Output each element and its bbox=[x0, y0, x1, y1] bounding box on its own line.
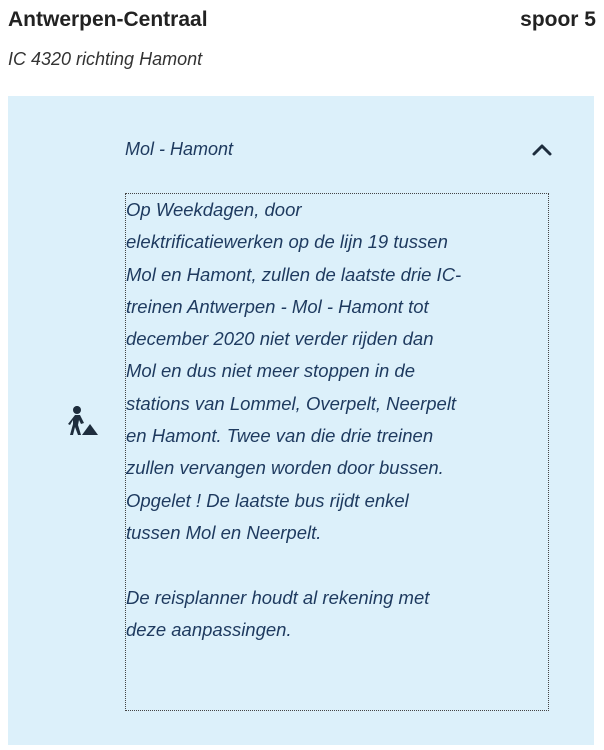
chevron-up-icon[interactable] bbox=[530, 138, 554, 162]
notice-line: stations van Lommel, Overpelt, Neerpelt bbox=[126, 392, 457, 414]
notice-title[interactable]: Mol - Hamont bbox=[125, 139, 234, 159]
header bbox=[8, 8, 596, 38]
roadworks-worker-icon bbox=[65, 404, 99, 438]
notice-line: Opgelet ! De laatste bus rijdt enkel bbox=[126, 489, 409, 511]
notice-line: en Hamont. Twee van die drie treinen bbox=[126, 425, 434, 447]
notice-line: elektrificatiewerken op de lijn 19 tussen bbox=[126, 231, 448, 253]
notice-body bbox=[125, 193, 549, 711]
notice-line: Mol en Hamont, zullen de laatste drie IC- bbox=[126, 263, 462, 285]
notice-line: deze aanpassingen. bbox=[126, 618, 292, 640]
blank-line bbox=[126, 549, 548, 581]
train-direction: IC 4320 richting Hamont bbox=[8, 49, 203, 69]
notice-line: december 2020 niet verder rijden dan bbox=[126, 328, 434, 350]
notice-line: zullen vervangen worden door bussen. bbox=[126, 457, 444, 479]
notice-line: tussen Mol en Neerpelt. bbox=[126, 521, 322, 543]
platform-label: spoor 5 bbox=[520, 8, 596, 31]
station-name: Antwerpen-Centraal bbox=[8, 8, 208, 31]
notice-line: Mol en dus niet meer stoppen in de bbox=[126, 360, 415, 382]
notice-line: Op Weekdagen, door bbox=[126, 199, 302, 220]
notice-line: De reisplanner houdt al rekening met bbox=[126, 586, 430, 608]
disruption-notice bbox=[8, 96, 594, 745]
notice-line: treinen Antwerpen - Mol - Hamont tot bbox=[126, 295, 429, 317]
